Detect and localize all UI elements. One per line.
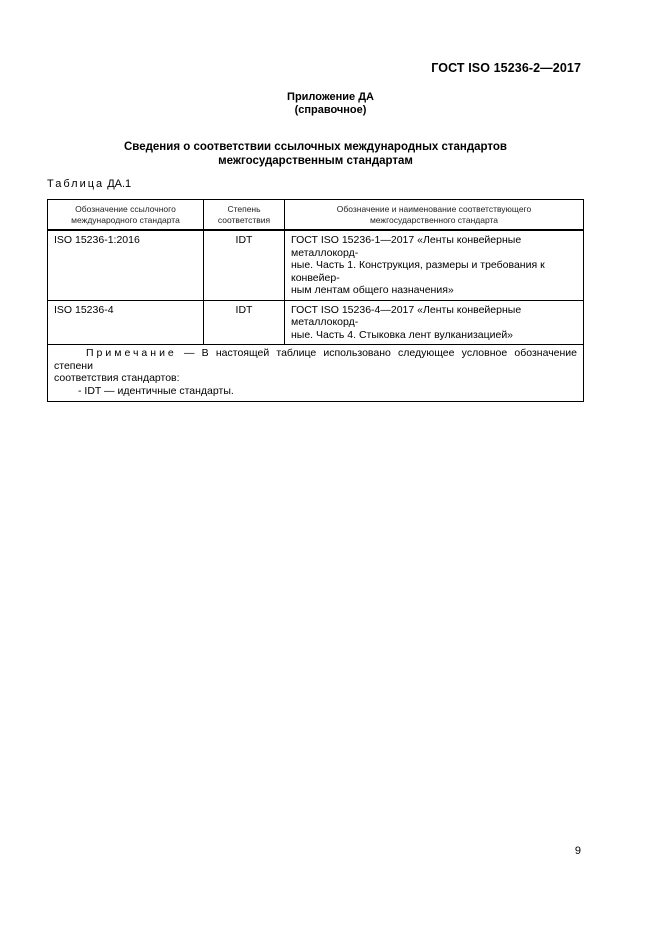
page-number: 9: [574, 845, 581, 857]
table-caption-label: Таблица: [47, 178, 105, 190]
header-intl-standard: Обозначение ссылочного международного стандарта: [48, 200, 204, 231]
table-row: [48, 300, 584, 345]
table-caption-number: ДА.1: [107, 178, 132, 190]
cell-intl-code: ISO 15236-4: [48, 300, 204, 345]
table-caption: [47, 178, 131, 190]
cell-intl-code: ISO 15236-1:2016: [48, 230, 204, 300]
table-row: [48, 230, 584, 300]
section-title-line2: межгосударственным стандартам: [218, 155, 413, 167]
reference-standards-table: [47, 199, 584, 402]
cell-degree: IDT: [204, 230, 285, 300]
header-degree: Степень соответствия: [204, 200, 285, 231]
table-header-row: [48, 200, 584, 231]
header-interstate-standard: Обозначение и наименование соответствующего межгосударственного стандарта: [285, 200, 584, 231]
standard-code: ГОСТ ISO 15236-2—2017: [431, 61, 581, 75]
cell-degree: IDT: [204, 300, 285, 345]
note-item: - IDT — идентичные стандарты.: [78, 384, 234, 397]
note-text-line2: соответствия стандартов:: [54, 372, 180, 384]
table-note-row: [48, 345, 584, 402]
table-note: [48, 345, 584, 402]
cell-interstate-name: ГОСТ ISO 15236-4—2017 «Ленты конвейерные металлокорд- ные. Часть 4. Стыковка лент вулканизацией»: [285, 300, 584, 345]
note-text-line1: — В настоящей таблице использовано следующее условное обозначение степени: [54, 347, 578, 372]
annex-title: Приложение ДА: [287, 91, 374, 103]
cell-interstate-name: ГОСТ ISO 15236-1—2017 «Ленты конвейерные металлокорд- ные. Часть 1. Конструкция, размеры и требования к конвейер- ным лентам общего назначения»: [285, 230, 584, 300]
section-title-line1: Сведения о соответствии ссылочных международных стандартов: [123, 141, 507, 153]
note-label: Примечание: [86, 347, 177, 359]
annex-subtitle: (справочное): [294, 104, 367, 116]
